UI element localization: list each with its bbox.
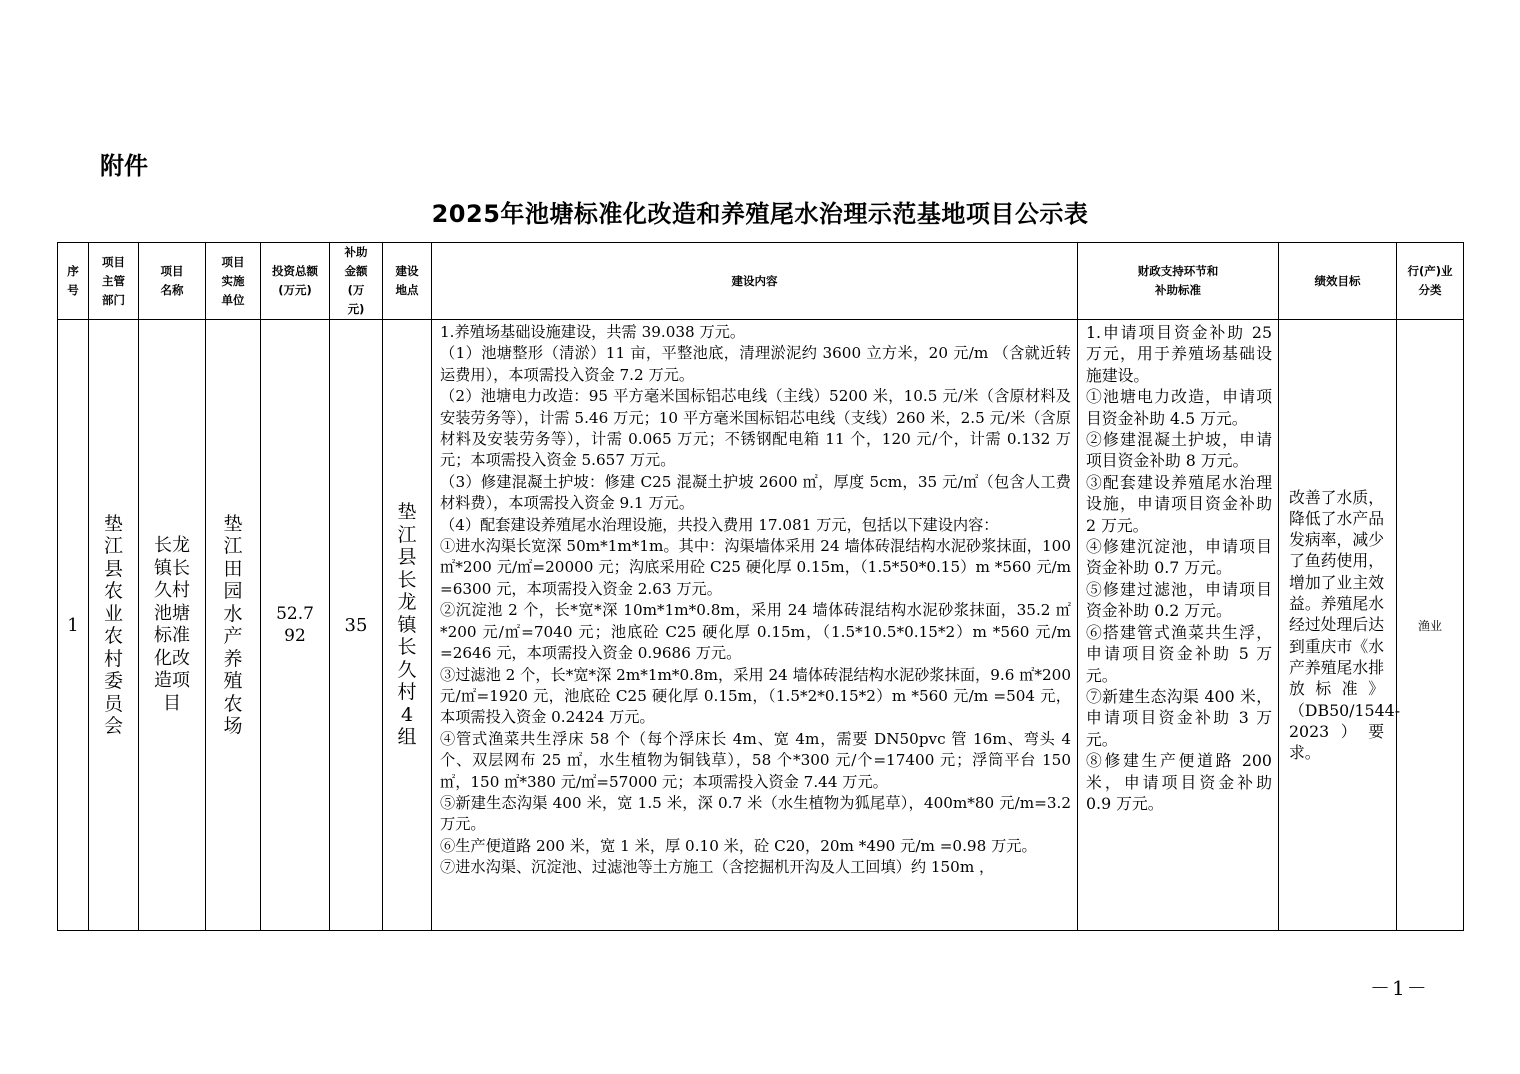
header-seq: 序号 [58,243,89,320]
support-line: ⑦新建生态沟渠 400 米，申请项目资金补助 3 万元。 [1086,686,1272,749]
header-dept: 项目主管部门 [89,243,139,320]
content-line: ⑥生产便道路 200 米，宽 1 米，厚 0.10 米，砼 C20，20m *490 元/m =0.98 万元。 [440,836,1037,855]
content-line: ②沉淀池 2 个，长*宽*深 10m*1m*0.8m，采用 24 墙体砖混结构水泥砂浆抹面，35.2 ㎡*200 元/㎡=7040 元；池底砼 C25 硬化厚 0.15m，（1.5*10.5*0.15*2）m *560 元/m =2646 元，本项需投入资金 0.9686 万元。 [440,601,1071,663]
attachment-label: 附件 [100,152,148,180]
cell-seq: 1 [58,320,89,931]
content-line: 1.养殖场基础设施建设，共需 39.038 万元。 [440,323,746,341]
cell-perf: 改善了水质，降低了水产品发病率，减少了鱼药使用，增加了业主效益。养殖尾水经过处理后达到重庆市《水产养殖尾水排放标准》（DB50/1544-2023）要求。 [1279,320,1397,931]
table-row [58,320,1464,931]
header-location: 建设地点 [383,243,432,320]
content-line: （1）池塘整形（清淤）11 亩，平整池底，清理淤泥约 3600 立方米，20 元/m （含就近转运费用），本项需投入资金 7.2 万元。 [440,344,1071,384]
cell-industry: 渔业 [1397,320,1464,931]
cell-invest: 52.792 [261,320,330,931]
header-unit: 项目实施单位 [206,243,261,320]
content-line: ⑦进水沟渠、沉淀池、过滤池等土方施工（含挖掘机开沟及人工回填）约 150m ， [440,858,995,877]
page-number: －1－ [1370,976,1429,1000]
header-perf: 绩效目标 [1279,243,1397,320]
header-support-line2: 补助标准 [1155,283,1201,297]
cell-content [432,320,1078,931]
content-line: （2）池塘电力改造：95 平方毫米国标铝芯电线（主线）5200 米，10.5 元/米（含原材料及安装劳务等），计需 5.46 万元；10 平方毫米国标铝芯电线（支线）260 米，2.5 元/米（含原材料及安装劳务等），计需 0.065 万元；不锈钢配电箱 11 个，120 元/个，计需 0.132 万元；本项需投入资金 5.657 万元。 [440,387,1071,470]
header-support [1078,243,1279,320]
content-line: ⑤新建生态沟渠 400 米，宽 1.5 米，深 0.7 米（水生植物为狐尾草），400m*80 元/m=3.2 万元。 [440,793,1071,834]
header-invest: 投资总额(万元) [261,243,330,320]
cell-location: 垫江县长龙镇长久村4组 [383,320,432,931]
header-name: 项目名称 [139,243,206,320]
document-title: 2025年池塘标准化改造和养殖尾水治理示范基地项目公示表 [431,200,1089,228]
support-line: ①池塘电力改造，申请项目资金补助 4.5 万元。 [1086,387,1272,428]
content-line: （3）修建混凝土护坡：修建 C25 混凝土护坡 2600 ㎡，厚度 5cm，35 元/㎡（包含人工费材料费），本项需投入资金 9.1 万元。 [440,472,1071,513]
project-table [57,242,1464,931]
header-subsidy: 补助金额(万元) [330,243,383,320]
support-line: ⑧修建生产便道路 200 米，申请项目资金补助 0.9 万元。 [1086,751,1272,813]
support-line: ③配套建设养殖尾水治理设施，申请项目资金补助 2 万元。 [1086,472,1272,535]
cell-subsidy: 35 [330,320,383,931]
content-line: ③过滤池 2 个，长*宽*深 2m*1m*0.8m，采用 24 墙体砖混结构水泥砂浆抹面，9.6 ㎡*200 元/㎡=1920 元，池底砼 C25 硬化厚 0.15m，（1.5*2*0.15*2）m *560 元/m =504 元，本项需投入资金 0.2424 万元。 [440,665,1071,727]
support-line: ⑤修建过滤池，申请项目资金补助 0.2 万元。 [1086,579,1272,621]
header-support-line1: 财政支持环节和 [1137,264,1219,278]
cell-dept: 垫江县农业农村委员会 [89,320,139,931]
support-line: 1.申请项目资金补助 25 万元，用于养殖场基础设施建设。 [1086,323,1272,385]
cell-name: 长龙镇长久村池塘标准化改造项目 [139,320,206,931]
content-line: ①进水沟渠长宽深 50m*1m*1m。其中：沟渠墙体采用 24 墙体砖混结构水泥砂浆抹面，100 ㎡*200 元/㎡=20000 元；沟底采用砼 C25 硬化厚 0.15m，（1.5*50*0.15）m *560 元/m =6300 元，本项需投入资金 2.63 万元。 [440,537,1071,598]
cell-support [1078,320,1279,931]
support-line: ④修建沉淀池，申请项目资金补助 0.7 万元。 [1086,537,1272,578]
table-header-row [58,243,1464,320]
content-line: ④管式渔菜共生浮床 58 个（每个浮床长 4m、宽 4m，需要 DN50pvc 管 16m、弯头 4 个、双层网布 25 ㎡，水生植物为铜钱草），58 个*300 元/个=17400 元；浮筒平台 150 ㎡，150 ㎡*380 元/㎡=57000 元；本项需投入资金 7.44 万元。 [440,729,1071,791]
header-content: 建设内容 [432,243,1078,320]
support-line: ⑥搭建管式渔菜共生浮，申请项目资金补助 5 万元。 [1086,622,1272,685]
header-industry: 行(产)业分类 [1397,243,1464,320]
content-line: （4）配套建设养殖尾水治理设施，共投入费用 17.081 万元，包括以下建设内容： [440,515,999,534]
cell-unit: 垫江田园水产养殖农场 [206,320,261,931]
support-line: ②修建混凝土护坡，申请项目资金补助 8 万元。 [1086,430,1272,471]
